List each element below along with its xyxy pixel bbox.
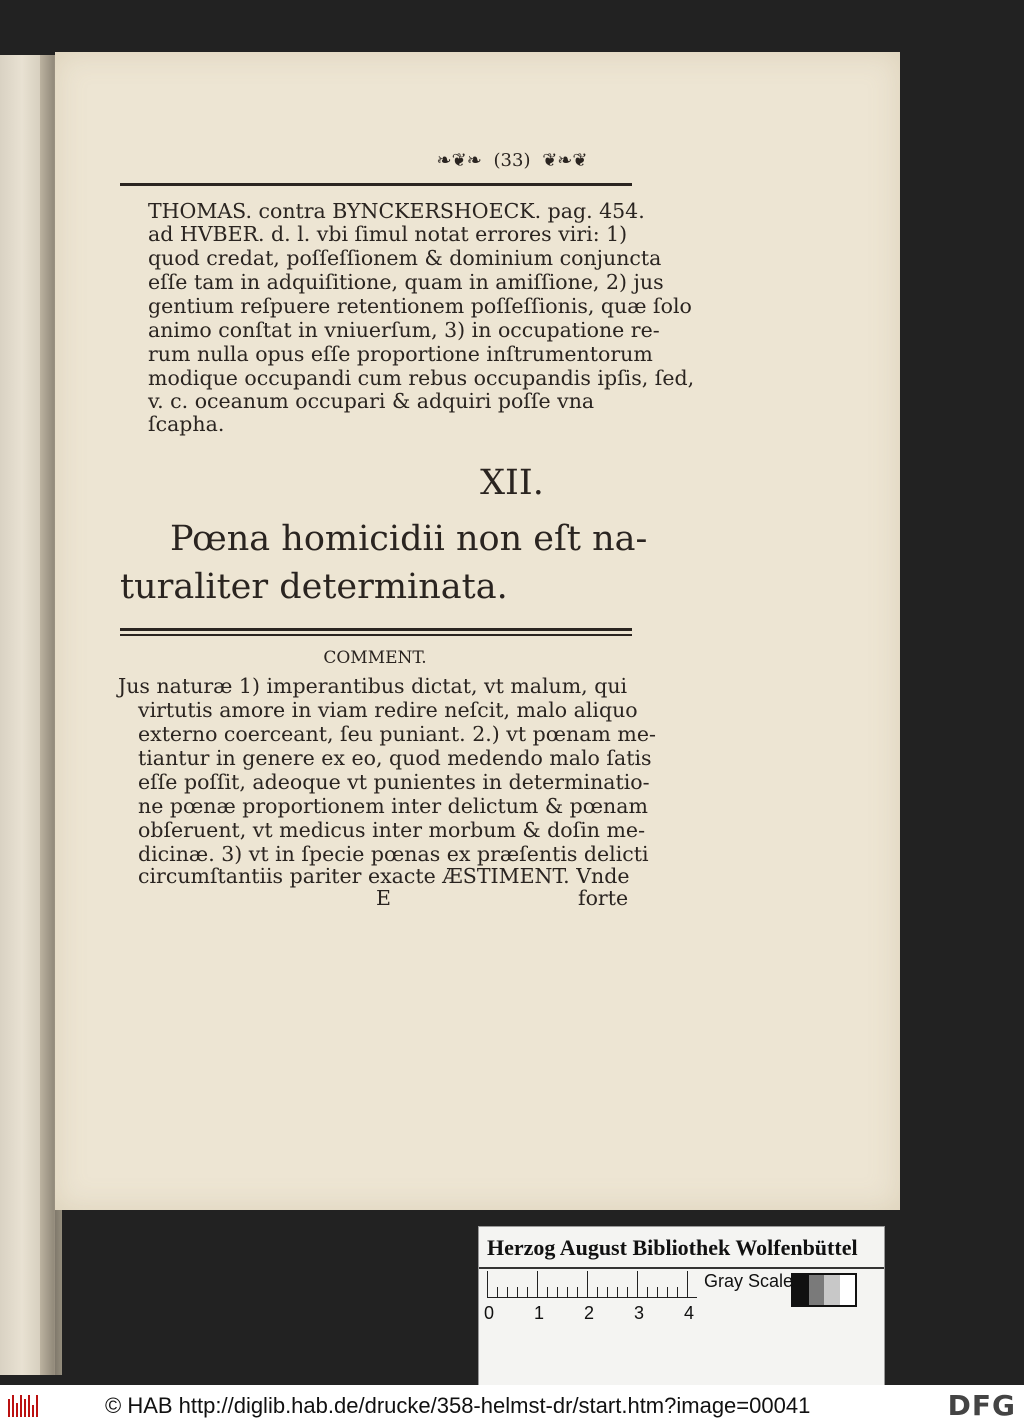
ruler-tick [527, 1287, 528, 1297]
left-ornament: ❧❦❧ [436, 150, 482, 171]
ruler-tick [677, 1287, 678, 1297]
scale-ruler [487, 1271, 697, 1298]
body-line: v. c. oceanum occupari & adquiri poſſe vna [148, 389, 595, 413]
card-divider [479, 1267, 884, 1269]
ruler-tick [607, 1287, 608, 1297]
gray-swatch-white [840, 1275, 856, 1305]
ruler-tick [597, 1287, 598, 1297]
copyright-link[interactable]: © HAB http://diglib.hab.de/drucke/358-helmst-dr/start.htm?image=00041 [105, 1393, 811, 1418]
catchword: forte [578, 886, 629, 910]
ruler-tick [637, 1271, 638, 1297]
scale-number: 1 [534, 1303, 545, 1323]
body-line: ſcapha. [148, 412, 225, 436]
ruler-tick [487, 1271, 488, 1297]
ruler-tick [627, 1287, 628, 1297]
hab-logo-icon [8, 1393, 44, 1417]
body-line: eſſe tam in adquiſitione, quam in amiſſione, 2) jus [148, 270, 664, 294]
gray-scale-swatch [791, 1273, 857, 1307]
color-calibration-card [478, 1226, 885, 1385]
viewer-footer [0, 1385, 1024, 1425]
scale-number: 2 [584, 1303, 595, 1323]
gray-swatch-light [824, 1275, 840, 1305]
signature-mark: E [376, 886, 391, 910]
body-line: animo conſtat in vniuerſum, 3) in occupatione re- [148, 318, 660, 342]
comment-line: virtutis amore in viam redire neſcit, malo aliquo [138, 698, 638, 722]
comment-line: circumſtantiis pariter exacte ÆSTIMENT. Vnde [138, 864, 630, 888]
gray-swatch-dark [809, 1275, 825, 1305]
gray-scale-label: Gray Scale [704, 1271, 794, 1291]
body-line: quod credat, poſſeſſionem & dominium conjuncta [148, 246, 662, 270]
scale-number: 3 [634, 1303, 645, 1323]
ruler-tick [617, 1287, 618, 1297]
comment-line: Jus naturæ 1) imperantibus dictat, vt malum, qui [118, 674, 628, 698]
body-line: rum nulla opus eſſe proportione inſtrumentorum [148, 342, 653, 366]
comment-line: obſeruent, vt medicus inter morbum & doſin me- [138, 818, 645, 842]
ruler-tick [567, 1287, 568, 1297]
body-line: modique occupandi cum rebus occupandis ipſis, ſed, [148, 366, 695, 390]
ruler-tick [657, 1287, 658, 1297]
section-heading-line: Pœna homicidii non eſt na- [170, 519, 648, 559]
comment-line: externo coerceant, ſeu puniant. 2.) vt pœnam me- [138, 722, 656, 746]
right-ornament: ❦❧❦ [542, 150, 588, 171]
section-number: XII. [480, 463, 544, 503]
comment-line: dicinæ. 3) vt in ſpecie pœnas ex præſentis delicti [138, 842, 649, 866]
ruler-tick [587, 1271, 588, 1297]
header-rule [120, 183, 632, 186]
library-name: Herzog August Bibliothek Wolfenbüttel [487, 1235, 858, 1260]
comment-line: ne pœnæ proportionem inter delictum & pœnam [138, 794, 648, 818]
scale-number: 0 [484, 1303, 495, 1323]
section-heading-line: turaliter determinata. [120, 567, 508, 607]
comment-line: tiantur in genere ex eo, quod medendo malo ſatis [138, 746, 652, 770]
section-rule [120, 628, 632, 631]
ruler-tick [547, 1287, 548, 1297]
page-header [0, 150, 1024, 171]
body-line: THOMAS. contra BYNCKERSHOECK. pag. 454. [148, 199, 645, 223]
comment-line: eſſe poſſit, adeoque vt punientes in determinatio- [138, 770, 650, 794]
ruler-tick [517, 1287, 518, 1297]
ruler-tick [497, 1287, 498, 1297]
ruler-tick [537, 1271, 538, 1297]
gray-swatch-black [793, 1275, 809, 1305]
ruler-tick [647, 1287, 648, 1297]
comment-label: COMMENT. [323, 648, 427, 668]
ruler-tick [577, 1287, 578, 1297]
body-line: gentium reſpuere retentionem poſſeſſionis, quæ ſolo [148, 294, 692, 318]
ruler-tick [507, 1287, 508, 1297]
section-rule-thin [120, 634, 632, 636]
ruler-tick [557, 1287, 558, 1297]
scale-number: 4 [684, 1303, 695, 1323]
dfg-logo: DFG [947, 1389, 1016, 1422]
page-number: (33) [493, 150, 531, 171]
ruler-tick [687, 1271, 688, 1297]
body-line: ad HVBER. d. l. vbi ſimul notat errores viri: 1) [148, 222, 628, 246]
ruler-tick [667, 1287, 668, 1297]
